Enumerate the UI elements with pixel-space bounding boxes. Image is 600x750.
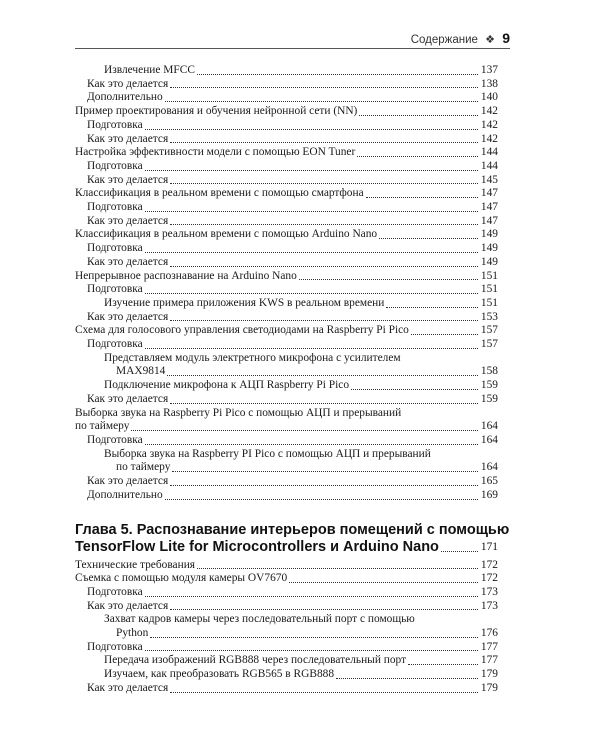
toc-entry-title: Выборка звука на Raspberry Pi Pico с помощью АЦП и прерываний (75, 406, 402, 419)
toc-entry[interactable] (75, 78, 498, 92)
toc-entry[interactable] (75, 338, 498, 352)
toc-page-number: 179 (480, 681, 498, 694)
toc-entry[interactable] (75, 64, 498, 78)
dot-leader (145, 596, 478, 597)
toc-entry-title: Извлечение MFCC (104, 64, 195, 76)
dot-leader (408, 664, 478, 665)
toc-entry[interactable] (75, 586, 498, 600)
toc-list (75, 64, 498, 503)
dot-leader (336, 678, 478, 679)
toc-page-number: 144 (480, 159, 498, 172)
dot-leader (170, 403, 478, 404)
toc-entry-title: Изучаем, как преобразовать RGB565 в RGB888 (104, 668, 335, 681)
dot-leader (379, 238, 478, 239)
toc-entry-title: Подготовка (87, 585, 143, 598)
toc-page-number: 176 (480, 627, 498, 640)
toc-entry[interactable] (75, 641, 498, 655)
dot-leader (170, 266, 478, 267)
toc-entry[interactable] (75, 160, 498, 174)
toc-page-number: 151 (480, 296, 498, 309)
toc-entry[interactable] (75, 434, 498, 448)
toc-entry-title: Пример проектирования и обучения нейронной сети (NN) (75, 105, 358, 118)
toc-page-number: 177 (480, 654, 498, 667)
toc-entry-title: Как это делается (87, 475, 169, 488)
toc-page-number: 172 (480, 572, 498, 585)
toc-entry[interactable] (75, 105, 498, 119)
chapter-5-heading[interactable] (75, 521, 510, 556)
toc-page-number: 158 (480, 365, 498, 378)
chapter-title-line-1: Глава 5. Распознавание интерьеров помещений с помощью (75, 521, 510, 538)
toc-entry-title: Как это делается (87, 173, 169, 186)
toc-page-number: 159 (480, 392, 498, 405)
toc-entry-title: Подготовка (87, 118, 143, 131)
toc-entry[interactable] (75, 572, 498, 586)
toc-entry-title: Как это делается (87, 77, 169, 90)
toc-entry[interactable] (75, 393, 498, 407)
toc-entry-title: Выборка звука на Raspberry PI Pico с помощью АЦП и прерываний (104, 447, 431, 460)
chapter-title-line-2: TensorFlow Lite for Microcontrollers и Arduino Nano (75, 538, 439, 555)
dot-leader (150, 637, 478, 638)
dot-leader (386, 307, 478, 308)
dot-leader (299, 279, 478, 280)
toc-entry-title: Как это делается (87, 255, 169, 268)
toc-page-number: 137 (480, 64, 498, 76)
toc-entry-title: Настройка эффективности модели с помощью EON Tuner (75, 146, 356, 159)
toc-entry-title: Съемка с помощью модуля камеры OV7670 (75, 572, 288, 585)
dot-leader (165, 101, 478, 102)
toc-entry-title: Классификация в реальном времени с помощью смартфона (75, 187, 364, 200)
dot-leader (289, 582, 478, 583)
toc-page-number: 153 (480, 310, 498, 323)
toc-entry[interactable] (75, 133, 498, 147)
toc-entry[interactable] (75, 654, 498, 668)
toc-entry[interactable] (75, 448, 498, 475)
toc-page-number: 149 (480, 255, 498, 268)
toc-page-number: 147 (480, 201, 498, 214)
toc-entry[interactable] (75, 613, 498, 640)
toc-entry[interactable] (75, 489, 498, 503)
toc-entry[interactable] (75, 242, 498, 256)
dot-leader (145, 293, 478, 294)
toc-entry[interactable] (75, 91, 498, 105)
toc-entry[interactable] (75, 215, 498, 229)
toc-page-number: 165 (480, 475, 498, 488)
toc-entry-title-continuation: MAX9814 (116, 365, 166, 378)
chapter-page-number: 171 (480, 540, 498, 553)
dot-leader (170, 485, 478, 486)
toc-entry[interactable] (75, 297, 498, 311)
toc-entry[interactable] (75, 682, 498, 696)
toc-entry-title: Как это делается (87, 214, 169, 227)
toc-page-number: 179 (480, 668, 498, 681)
dot-leader (359, 115, 478, 116)
toc-entry-title: Подготовка (87, 201, 143, 214)
toc-entry[interactable] (75, 668, 498, 682)
toc-entry[interactable] (75, 201, 498, 215)
dot-leader (170, 224, 478, 225)
toc-entry-title-continuation: по таймеру (75, 420, 130, 433)
toc-entry-title: Подготовка (87, 338, 143, 351)
toc-page-number: 169 (480, 488, 498, 501)
dot-leader (170, 320, 478, 321)
toc-page-number: 172 (480, 558, 498, 571)
toc-entry-title: Как это делается (87, 132, 169, 145)
dot-leader (366, 197, 478, 198)
dot-leader (170, 609, 478, 610)
toc-page-number: 142 (480, 118, 498, 131)
toc-entry-title: Передача изображений RGB888 через последовательный порт (104, 654, 407, 667)
dot-leader (197, 74, 478, 75)
toc-page-number: 164 (480, 420, 498, 433)
toc-entry-title: Как это делается (87, 310, 169, 323)
dot-leader (357, 156, 478, 157)
running-header (75, 30, 510, 49)
toc-entry-title: Как это делается (87, 681, 169, 694)
toc-entry-title: Представляем модуль электретного микрофона с усилителем (104, 351, 401, 364)
dot-leader (170, 692, 478, 693)
dot-leader (167, 375, 478, 376)
toc-entry-title: Подготовка (87, 283, 143, 296)
dot-leader (145, 650, 478, 651)
dot-leader (145, 444, 478, 445)
dot-leader (131, 430, 478, 431)
toc-entry[interactable] (75, 559, 498, 573)
toc-entry[interactable] (75, 174, 498, 188)
dot-leader (197, 568, 478, 569)
toc-page-number: 157 (480, 338, 498, 351)
toc-entry-title-continuation: Python (116, 627, 149, 640)
toc-entry[interactable] (75, 119, 498, 133)
toc-entry[interactable] (75, 379, 498, 393)
toc-page-number: 147 (480, 187, 498, 200)
toc-entry[interactable] (75, 187, 498, 201)
toc-entry-title: Схема для голосового управления светодиодами на Raspberry Pi Pico (75, 324, 409, 337)
toc-entry-title: Подготовка (87, 640, 143, 653)
toc-page-number: 149 (480, 228, 498, 241)
dot-leader (172, 471, 478, 472)
toc-entry-title-continuation: по таймеру (116, 461, 171, 474)
toc-page-number: 149 (480, 242, 498, 255)
dot-leader (170, 87, 478, 88)
toc-page-number: 147 (480, 214, 498, 227)
diamond-ornament-icon: ❖ (485, 34, 495, 46)
toc-page-number: 144 (480, 146, 498, 159)
toc-entry[interactable] (75, 146, 498, 160)
toc-entry[interactable] (75, 283, 498, 297)
section-title: Содержание (410, 34, 478, 46)
toc-entry-title: Изучение примера приложения KWS в реальном времени (104, 296, 385, 309)
toc-entry-title: Как это делается (87, 599, 169, 612)
toc-list-chapter-5 (75, 559, 498, 696)
toc-page-number: 145 (480, 173, 498, 186)
toc-entry-title: Захват кадров камеры через последовательный порт с помощью (104, 613, 415, 626)
toc-entry-title: Подключение микрофона к АЦП Raspberry Pi Pico (104, 379, 350, 392)
toc-entry[interactable] (75, 311, 498, 325)
dot-leader (351, 389, 478, 390)
toc-page-number: 173 (480, 585, 498, 598)
dot-leader (145, 252, 478, 253)
dot-leader (145, 348, 478, 349)
toc-page-number: 164 (480, 461, 498, 474)
toc-entry[interactable] (75, 256, 498, 270)
dot-leader (145, 170, 478, 171)
toc-page-number: 151 (480, 269, 498, 282)
toc-entry-title: Подготовка (87, 433, 143, 446)
toc-page-number: 140 (480, 91, 498, 104)
toc-entry[interactable] (75, 407, 498, 434)
toc-entry-title: Как это делается (87, 392, 169, 405)
toc-page-number: 177 (480, 640, 498, 653)
toc-entry-title: Непрерывное распознавание на Arduino Nano (75, 269, 297, 282)
toc-page-number: 159 (480, 379, 498, 392)
dot-leader (145, 211, 478, 212)
toc-page-number: 157 (480, 324, 498, 337)
toc-entry-title: Подготовка (87, 159, 143, 172)
toc-page-number: 151 (480, 283, 498, 296)
toc-entry[interactable] (75, 228, 498, 242)
toc-entry-title: Технические требования (75, 558, 196, 571)
toc-entry-title: Дополнительно (87, 91, 163, 104)
table-of-contents (75, 64, 510, 696)
toc-page-number: 138 (480, 77, 498, 90)
toc-page-number: 164 (480, 433, 498, 446)
toc-page-number: 142 (480, 132, 498, 145)
toc-entry[interactable] (75, 324, 498, 338)
page-number: 9 (502, 30, 510, 46)
dot-leader (411, 334, 478, 335)
toc-entry-title: Классификация в реальном времени с помощью Arduino Nano (75, 228, 378, 241)
toc-entry-title: Подготовка (87, 242, 143, 255)
toc-entry[interactable] (75, 475, 498, 489)
toc-entry[interactable] (75, 270, 498, 284)
toc-entry[interactable] (75, 600, 498, 614)
dot-leader (170, 183, 478, 184)
toc-entry[interactable] (75, 352, 498, 379)
dot-leader (165, 499, 478, 500)
dot-leader (145, 129, 478, 130)
dot-leader (441, 551, 478, 552)
toc-page-number: 142 (480, 105, 498, 118)
toc-entry-title: Дополнительно (87, 488, 163, 501)
toc-page-number: 173 (480, 599, 498, 612)
dot-leader (170, 142, 478, 143)
